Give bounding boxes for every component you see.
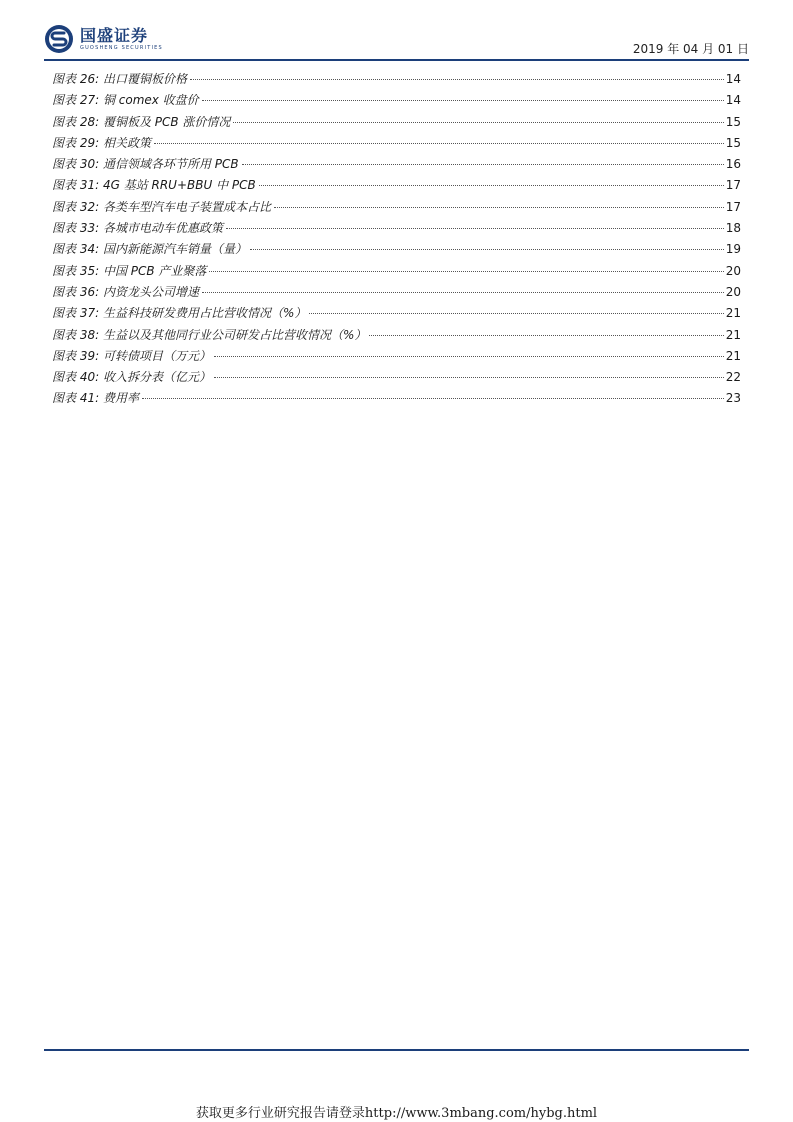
toc-leader-dots [309, 313, 723, 314]
toc-entry-label: 图表 39: 可转债项目（万元） [52, 348, 211, 363]
company-logo [44, 24, 163, 54]
toc-entry-label: 图表 40: 收入拆分表（亿元） [52, 370, 211, 385]
toc-leader-dots [250, 249, 724, 250]
toc-entry[interactable] [52, 389, 741, 410]
page-header [44, 22, 749, 60]
toc-entry-label: 图表 38: 生益以及其他同行业公司研发占比营收情况（%） [52, 327, 367, 342]
toc-entry[interactable] [52, 155, 741, 176]
toc-entry[interactable] [52, 283, 741, 304]
toc-entry-page: 20 [725, 263, 741, 278]
logo-english-name: GUOSHENG SECURITIES [80, 44, 163, 51]
toc-leader-dots [202, 100, 724, 101]
toc-entry-label: 图表 32: 各类车型汽车电子装置成本占比 [52, 199, 271, 214]
toc-entry-label: 图表 33: 各城市电动车优惠政策 [52, 221, 223, 236]
toc-entry-label: 图表 28: 覆铜板及 PCB 涨价情况 [52, 114, 231, 129]
toc-entry-page: 16 [725, 157, 741, 172]
toc-entry[interactable] [52, 240, 741, 261]
toc-entry-label: 图表 37: 生益科技研发费用占比营收情况（%） [52, 306, 307, 321]
toc-entry-page: 21 [725, 327, 741, 342]
toc-entry-page: 17 [725, 178, 741, 193]
header-divider [44, 59, 749, 61]
toc-entry-label: 图表 35: 中国 PCB 产业聚落 [52, 263, 207, 278]
toc-entry[interactable] [52, 368, 741, 389]
toc-leader-dots [154, 143, 724, 144]
toc-leader-dots [214, 377, 724, 378]
toc-entry-label: 图表 34: 国内新能源汽车销量（量） [52, 242, 247, 257]
toc-leader-dots [242, 164, 724, 165]
toc-entry-label: 图表 29: 相关政策 [52, 135, 151, 150]
toc-entry-label: 图表 41: 费用率 [52, 391, 139, 406]
toc-entry[interactable] [52, 113, 741, 134]
toc-entry[interactable] [52, 219, 741, 240]
toc-entry-page: 21 [725, 348, 741, 363]
toc-leader-dots [259, 185, 724, 186]
toc-entry[interactable] [52, 347, 741, 368]
toc-entry[interactable] [52, 176, 741, 197]
toc-entry-page: 14 [725, 93, 741, 108]
toc-leader-dots [202, 292, 724, 293]
report-date: 2019 年 04 月 01 日 [632, 42, 749, 56]
toc-entry-page: 22 [725, 370, 741, 385]
toc-entry-page: 19 [725, 242, 741, 257]
toc-entry-page: 15 [725, 114, 741, 129]
toc-entry-page: 14 [725, 72, 741, 86]
toc-leader-dots [369, 335, 723, 336]
toc-leader-dots [274, 207, 724, 208]
toc-leader-dots [226, 228, 724, 229]
footer-divider [44, 1049, 749, 1051]
toc-entry-label: 图表 27: 铜 comex 收盘价 [52, 93, 199, 108]
toc-entry-page: 23 [725, 391, 741, 406]
toc-entry[interactable] [52, 198, 741, 219]
toc-entry[interactable] [52, 70, 741, 91]
toc-entry-label: 图表 31: 4G 基站 RRU+BBU 中 PCB [52, 178, 256, 193]
toc-entry-label: 图表 26: 出口覆铜板价格 [52, 72, 187, 86]
toc-entry[interactable] [52, 91, 741, 112]
logo-chinese-name: 国盛证券 [80, 25, 149, 45]
toc-leader-dots [190, 79, 724, 80]
figure-table-of-contents [52, 70, 741, 411]
toc-entry-page: 21 [725, 306, 741, 321]
toc-leader-dots [142, 398, 724, 399]
toc-entry-label: 图表 30: 通信领域各环节所用 PCB [52, 157, 239, 172]
toc-leader-dots [233, 122, 723, 123]
toc-leader-dots [214, 356, 724, 357]
toc-entry-page: 18 [725, 221, 741, 236]
toc-entry[interactable] [52, 262, 741, 283]
footer-link-text[interactable]: 获取更多行业研究报告请登录http://www.3mbang.com/hybg.html [195, 1106, 598, 1121]
toc-entry[interactable] [52, 326, 741, 347]
toc-entry-page: 20 [725, 284, 741, 299]
guosheng-logo-icon [44, 24, 74, 54]
toc-entry-page: 15 [725, 135, 741, 150]
toc-entry[interactable] [52, 134, 741, 155]
toc-entry[interactable] [52, 304, 741, 325]
toc-entry-label: 图表 36: 内资龙头公司增速 [52, 284, 199, 299]
toc-entry-page: 17 [725, 199, 741, 214]
toc-leader-dots [209, 271, 723, 272]
